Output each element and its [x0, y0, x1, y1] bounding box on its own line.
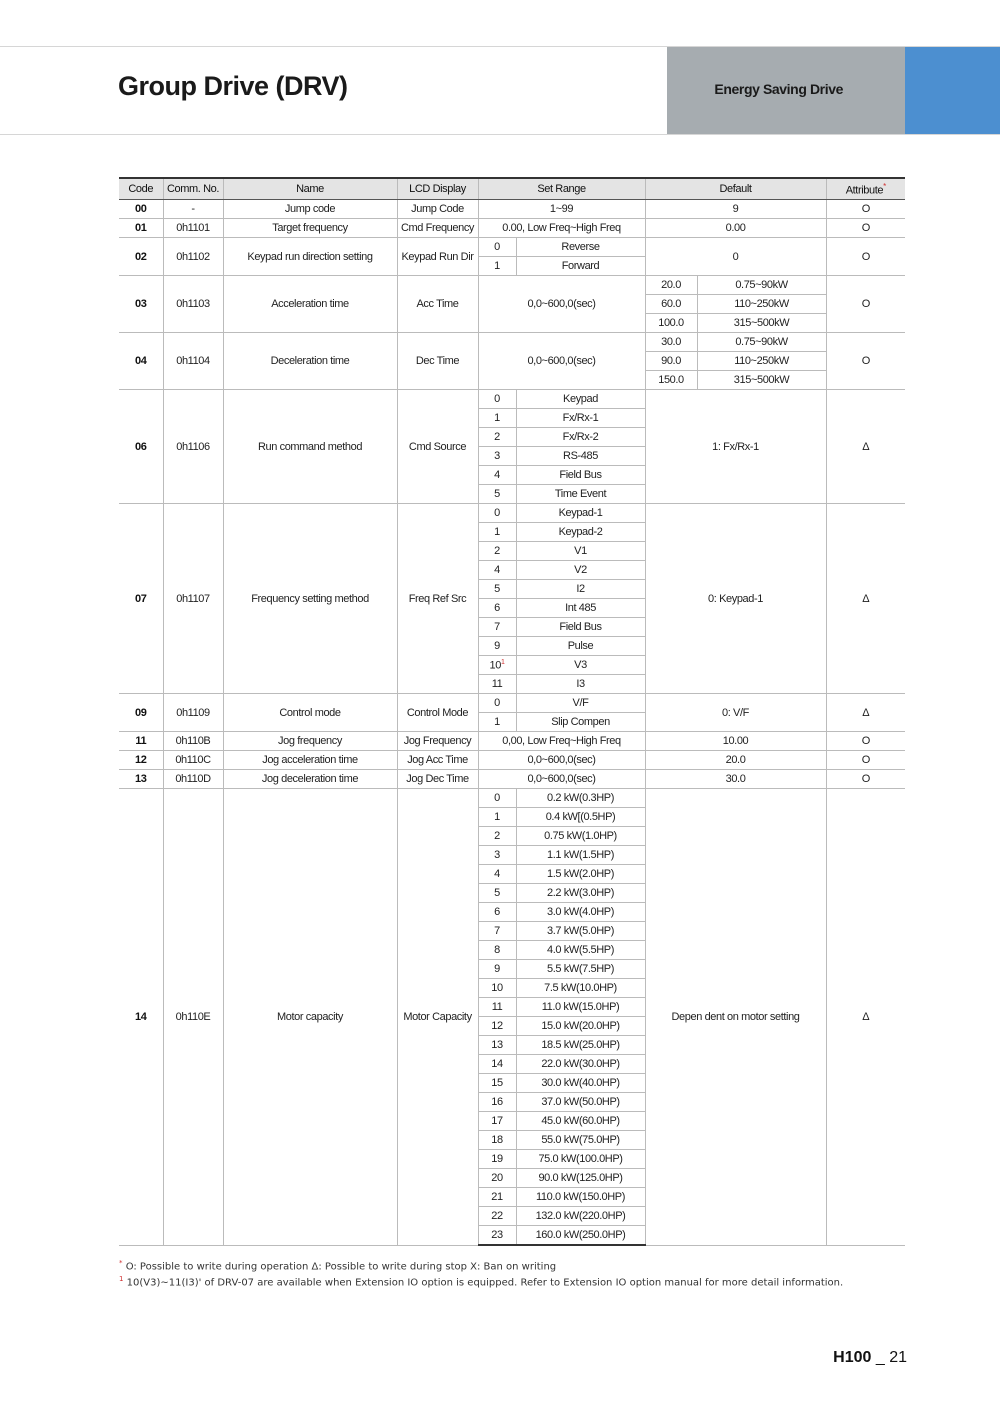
cell-attribute: O — [826, 219, 905, 238]
cell-default: 0.00 — [645, 219, 826, 238]
cell-lcd-display: Cmd Source — [397, 390, 478, 504]
cell-option-number: 2 — [478, 542, 516, 561]
cell-option-label: 160.0 kW(250.0HP) — [516, 1226, 645, 1246]
table-header-row — [119, 178, 905, 200]
cell-default-capacity: 315~500kW — [697, 314, 826, 333]
cell-option-label: 2.2 kW(3.0HP) — [516, 884, 645, 903]
cell-option-label: 5.5 kW(7.5HP) — [516, 960, 645, 979]
cell-comm-no: 0h1107 — [163, 504, 223, 694]
cell-option-number: 0 — [478, 390, 516, 409]
cell-option-number: 3 — [478, 846, 516, 865]
cell-option-label: Keypad-2 — [516, 523, 645, 542]
cell-comm-no: 0h110C — [163, 751, 223, 770]
cell-set-range: 0,0~600,0(sec) — [478, 276, 645, 333]
cell-option-label: I2 — [516, 580, 645, 599]
page-header — [0, 47, 1000, 135]
cell-attribute: Δ — [826, 504, 905, 694]
cell-set-range: 0,0~600,0(sec) — [478, 770, 645, 789]
cell-option-label: Fx/Rx-2 — [516, 428, 645, 447]
cell-name: Jog acceleration time — [223, 751, 397, 770]
cell-option-number: 6 — [478, 903, 516, 922]
cell-lcd-display: Jog Acc Time — [397, 751, 478, 770]
cell-option-label: 55.0 kW(75.0HP) — [516, 1131, 645, 1150]
product-name: H100 — [833, 1349, 872, 1366]
table-row — [119, 333, 905, 352]
cell-option-label: 132.0 kW(220.0HP) — [516, 1207, 645, 1226]
cell-option-number: 19 — [478, 1150, 516, 1169]
cell-attribute: Δ — [826, 390, 905, 504]
cell-default-value: 20.0 — [645, 276, 697, 295]
cell-option-number — [478, 656, 516, 675]
cell-code: 02 — [119, 238, 163, 276]
cell-comm-no: 0h1101 — [163, 219, 223, 238]
cell-option-label: I3 — [516, 675, 645, 694]
cell-option-number: 8 — [478, 941, 516, 960]
cell-lcd-display: Dec Time — [397, 333, 478, 390]
cell-lcd-display: Jog Dec Time — [397, 770, 478, 789]
cell-option-label: RS-485 — [516, 447, 645, 466]
cell-option-label: Keypad — [516, 390, 645, 409]
table-row — [119, 219, 905, 238]
cell-set-range: 0,0~600,0(sec) — [478, 751, 645, 770]
cell-option-label: 7.5 kW(10.0HP) — [516, 979, 645, 998]
cell-comm-no: 0h1102 — [163, 238, 223, 276]
cell-default: Depen dent on motor setting — [645, 789, 826, 1246]
cell-default: 30.0 — [645, 770, 826, 789]
cell-option-number: 21 — [478, 1188, 516, 1207]
cell-option-label: Time Event — [516, 485, 645, 504]
cell-option-label: Slip Compen — [516, 713, 645, 732]
cell-default-value: 100.0 — [645, 314, 697, 333]
cell-option-number: 1 — [478, 257, 516, 276]
cell-code: 03 — [119, 276, 163, 333]
cell-comm-no: 0h110E — [163, 789, 223, 1246]
table-row — [119, 732, 905, 751]
cell-lcd-display: Jog Frequency — [397, 732, 478, 751]
cell-option-number: 1 — [478, 409, 516, 428]
cell-code: 07 — [119, 504, 163, 694]
cell-attribute: Δ — [826, 694, 905, 732]
cell-name: Control mode — [223, 694, 397, 732]
table-row — [119, 789, 905, 808]
cell-option-label: V1 — [516, 542, 645, 561]
cell-option-label: 75.0 kW(100.0HP) — [516, 1150, 645, 1169]
cell-option-number: 9 — [478, 637, 516, 656]
cell-option-number: 4 — [478, 865, 516, 884]
footnote-extension-io — [119, 1273, 919, 1289]
col-code: Code — [119, 178, 163, 200]
cell-attribute: O — [826, 751, 905, 770]
col-attribute — [826, 178, 905, 200]
cell-option-label: Reverse — [516, 238, 645, 257]
cell-option-label: Fx/Rx-1 — [516, 409, 645, 428]
cell-default-capacity: 0.75~90kW — [697, 276, 826, 295]
cell-default: 9 — [645, 200, 826, 219]
cell-name: Motor capacity — [223, 789, 397, 1246]
cell-default-value: 60.0 — [645, 295, 697, 314]
cell-option-number: 0 — [478, 238, 516, 257]
table-row — [119, 751, 905, 770]
cell-lcd-display: Keypad Run Dir — [397, 238, 478, 276]
cell-lcd-display: Control Mode — [397, 694, 478, 732]
table-row — [119, 770, 905, 789]
cell-option-label: V3 — [516, 656, 645, 675]
cell-option-label: 22.0 kW(30.0HP) — [516, 1055, 645, 1074]
cell-option-label: 1.5 kW(2.0HP) — [516, 865, 645, 884]
cell-default-value: 90.0 — [645, 352, 697, 371]
cell-option-number: 23 — [478, 1226, 516, 1246]
cell-default: 0: Keypad-1 — [645, 504, 826, 694]
table-row — [119, 200, 905, 219]
col-lcd-display: LCD Display — [397, 178, 478, 200]
cell-option-number: 13 — [478, 1036, 516, 1055]
cell-code: 06 — [119, 390, 163, 504]
parameter-table — [119, 177, 905, 1246]
cell-option-label: 15.0 kW(20.0HP) — [516, 1017, 645, 1036]
cell-option-label: 0.4 kW[(0.5HP) — [516, 808, 645, 827]
cell-option-label: 0.2 kW(0.3HP) — [516, 789, 645, 808]
cell-default: 0: V/F — [645, 694, 826, 732]
cell-option-number: 1 — [478, 713, 516, 732]
cell-option-number: 5 — [478, 580, 516, 599]
footnote-mark: 1 — [119, 1275, 124, 1284]
cell-comm-no: 0h1106 — [163, 390, 223, 504]
cell-option-label: 11.0 kW(15.0HP) — [516, 998, 645, 1017]
cell-option-number: 9 — [478, 960, 516, 979]
cell-default: 0 — [645, 238, 826, 276]
cell-option-number: 15 — [478, 1074, 516, 1093]
cell-option-number: 10 — [478, 979, 516, 998]
cell-option-number: 11 — [478, 998, 516, 1017]
cell-code: 00 — [119, 200, 163, 219]
table-row — [119, 238, 905, 257]
cell-option-number: 7 — [478, 618, 516, 637]
cell-option-number: 17 — [478, 1112, 516, 1131]
cell-code: 04 — [119, 333, 163, 390]
cell-option-number: 0 — [478, 694, 516, 713]
option-number: 10 — [489, 659, 501, 672]
cell-option-label: 45.0 kW(60.0HP) — [516, 1112, 645, 1131]
cell-lcd-display: Cmd Frequency — [397, 219, 478, 238]
table-row — [119, 390, 905, 409]
footnote-mark: * — [119, 1259, 123, 1267]
cell-option-label: Forward — [516, 257, 645, 276]
cell-default: 20.0 — [645, 751, 826, 770]
cell-attribute: O — [826, 333, 905, 390]
cell-comm-no: 0h110D — [163, 770, 223, 789]
cell-name: Run command method — [223, 390, 397, 504]
cell-default-capacity: 110~250kW — [697, 352, 826, 371]
cell-option-number: 6 — [478, 599, 516, 618]
cell-code: 12 — [119, 751, 163, 770]
cell-set-range: 1~99 — [478, 200, 645, 219]
cell-option-number: 18 — [478, 1131, 516, 1150]
cell-option-number: 2 — [478, 428, 516, 447]
cell-default-value: 150.0 — [645, 371, 697, 390]
cell-comm-no: 0h1109 — [163, 694, 223, 732]
section-tab-label: Energy Saving Drive — [714, 81, 843, 97]
cell-name: Jog deceleration time — [223, 770, 397, 789]
cell-name: Keypad run direction setting — [223, 238, 397, 276]
cell-name: Jog frequency — [223, 732, 397, 751]
cell-option-number: 0 — [478, 504, 516, 523]
option-footnote-mark: 1 — [500, 658, 505, 666]
cell-attribute: O — [826, 732, 905, 751]
cell-option-label: V/F — [516, 694, 645, 713]
cell-attribute: O — [826, 276, 905, 333]
cell-option-number: 16 — [478, 1093, 516, 1112]
cell-option-number: 7 — [478, 922, 516, 941]
footnote-attribute — [119, 1257, 919, 1273]
table-row — [119, 504, 905, 523]
cell-option-number: 2 — [478, 827, 516, 846]
table-row — [119, 694, 905, 713]
cell-option-label: 18.5 kW(25.0HP) — [516, 1036, 645, 1055]
cell-option-number: 5 — [478, 884, 516, 903]
cell-attribute: O — [826, 770, 905, 789]
cell-comm-no: 0h110B — [163, 732, 223, 751]
cell-option-number: 3 — [478, 447, 516, 466]
cell-code: 13 — [119, 770, 163, 789]
cell-option-label: 3.0 kW(4.0HP) — [516, 903, 645, 922]
cell-default-capacity: 110~250kW — [697, 295, 826, 314]
cell-option-label: 30.0 kW(40.0HP) — [516, 1074, 645, 1093]
cell-option-label: 0.75 kW(1.0HP) — [516, 827, 645, 846]
col-default: Default — [645, 178, 826, 200]
cell-name: Jump code — [223, 200, 397, 219]
footnotes — [119, 1257, 919, 1290]
cell-option-number: 12 — [478, 1017, 516, 1036]
page-footer — [833, 1349, 907, 1367]
section-tab — [667, 47, 905, 134]
cell-option-label: 37.0 kW(50.0HP) — [516, 1093, 645, 1112]
cell-option-label: 4.0 kW(5.5HP) — [516, 941, 645, 960]
cell-option-label: 1.1 kW(1.5HP) — [516, 846, 645, 865]
cell-option-number: 4 — [478, 561, 516, 580]
cell-option-label: 3.7 kW(5.0HP) — [516, 922, 645, 941]
cell-lcd-display: Acc Time — [397, 276, 478, 333]
cell-option-number: 1 — [478, 523, 516, 542]
cell-set-range: 0.00, Low Freq~High Freq — [478, 219, 645, 238]
cell-lcd-display: Jump Code — [397, 200, 478, 219]
accent-tab — [905, 47, 1000, 134]
cell-code: 09 — [119, 694, 163, 732]
cell-attribute: O — [826, 238, 905, 276]
attribute-footnote-mark: * — [883, 181, 886, 191]
cell-option-number: 4 — [478, 466, 516, 485]
cell-comm-no: - — [163, 200, 223, 219]
footer-separator: _ — [871, 1349, 890, 1366]
cell-option-number: 14 — [478, 1055, 516, 1074]
cell-option-label: 110.0 kW(150.0HP) — [516, 1188, 645, 1207]
cell-code: 11 — [119, 732, 163, 751]
cell-attribute: Δ — [826, 789, 905, 1246]
cell-code: 14 — [119, 789, 163, 1246]
cell-default: 1: Fx/Rx-1 — [645, 390, 826, 504]
cell-option-label: Keypad-1 — [516, 504, 645, 523]
col-name: Name — [223, 178, 397, 200]
footnote-text: O: Possible to write during operation Δ: Possible to write during stop X: Ban on writing — [125, 1261, 557, 1273]
footnote-text: 10(V3)~11(I3)' of DRV-07 are available when Extension IO option is equipped. Refer to Extension IO option manual for more detail information. — [126, 1277, 844, 1289]
table-row — [119, 276, 905, 295]
cell-comm-no: 0h1103 — [163, 276, 223, 333]
page-number: 21 — [889, 1349, 907, 1366]
cell-option-label: Int 485 — [516, 599, 645, 618]
cell-name: Target frequency — [223, 219, 397, 238]
cell-option-label: V2 — [516, 561, 645, 580]
cell-set-range: 0,00, Low Freq~High Freq — [478, 732, 645, 751]
cell-lcd-display: Freq Ref Src — [397, 504, 478, 694]
attribute-label: Attribute — [845, 184, 884, 197]
col-comm-no: Comm. No. — [163, 178, 223, 200]
cell-option-label: Pulse — [516, 637, 645, 656]
cell-option-number: 20 — [478, 1169, 516, 1188]
cell-option-label: Field Bus — [516, 466, 645, 485]
cell-set-range: 0,0~600,0(sec) — [478, 333, 645, 390]
cell-default-value: 30.0 — [645, 333, 697, 352]
cell-name: Deceleration time — [223, 333, 397, 390]
cell-attribute: O — [826, 200, 905, 219]
cell-default-capacity: 0.75~90kW — [697, 333, 826, 352]
cell-option-number: 0 — [478, 789, 516, 808]
cell-code: 01 — [119, 219, 163, 238]
cell-name: Frequency setting method — [223, 504, 397, 694]
cell-comm-no: 0h1104 — [163, 333, 223, 390]
cell-option-number: 1 — [478, 808, 516, 827]
col-set-range: Set Range — [478, 178, 645, 200]
cell-name: Acceleration time — [223, 276, 397, 333]
cell-default-capacity: 315~500kW — [697, 371, 826, 390]
cell-option-number: 5 — [478, 485, 516, 504]
cell-default: 10.00 — [645, 732, 826, 751]
page-title: Group Drive (DRV) — [118, 71, 348, 101]
cell-option-number: 22 — [478, 1207, 516, 1226]
cell-option-label: Field Bus — [516, 618, 645, 637]
cell-option-label: 90.0 kW(125.0HP) — [516, 1169, 645, 1188]
cell-lcd-display: Motor Capacity — [397, 789, 478, 1246]
cell-option-number: 11 — [478, 675, 516, 694]
